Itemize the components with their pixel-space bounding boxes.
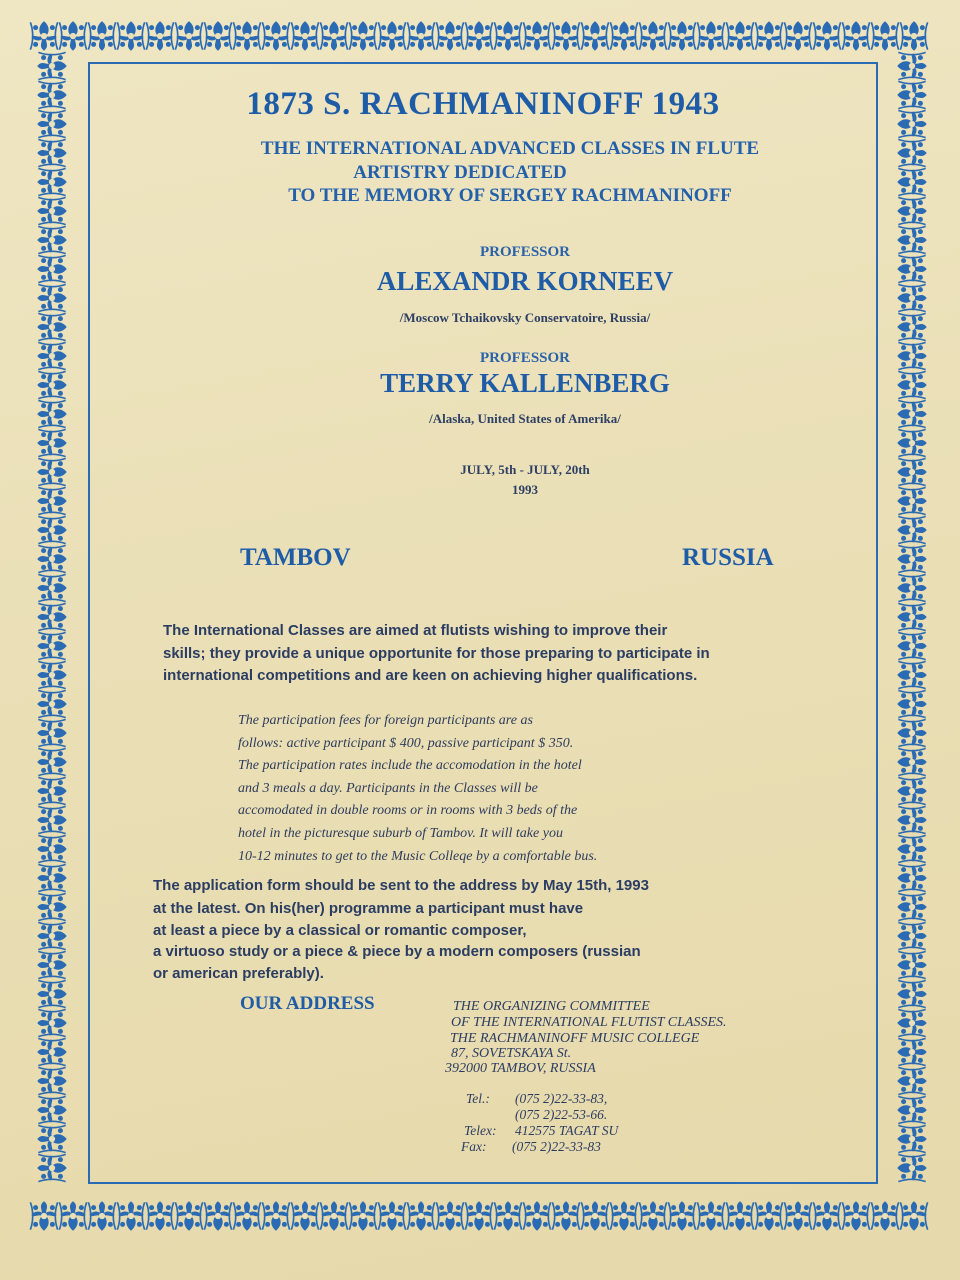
contact-label: Fax: <box>461 1139 487 1154</box>
border-ornament-icon <box>30 21 57 50</box>
border-ornament-icon <box>668 21 695 50</box>
border-ornament-icon <box>639 1201 666 1230</box>
border-ornament-icon <box>610 21 637 50</box>
border-ornament-icon <box>897 81 926 108</box>
border-ornament-icon <box>897 951 926 978</box>
border-ornament-icon <box>552 1201 579 1230</box>
border-ornament-icon <box>175 1201 202 1230</box>
professor-name: TERRY KALLENBERG <box>380 368 670 398</box>
border-ornament-icon <box>897 690 926 717</box>
border-ornament-icon <box>320 1201 347 1230</box>
border-ornament-icon <box>755 1201 782 1230</box>
border-ornament-icon <box>897 574 926 601</box>
event-city: TAMBOV <box>240 544 351 571</box>
border-ornament-icon <box>37 864 66 891</box>
border-ornament-icon <box>233 21 260 50</box>
event-country: RUSSIA <box>682 544 774 571</box>
application-line: at the latest. On his(her) programme a participant must have <box>153 900 584 917</box>
border-ornament-icon <box>37 139 66 166</box>
border-ornament-icon <box>37 661 66 688</box>
border-ornament-icon <box>900 1201 927 1230</box>
border-ornament-icon <box>37 806 66 833</box>
border-ornament-icon <box>291 21 318 50</box>
border-ornament-icon <box>37 487 66 514</box>
professor-label: PROFESSOR <box>479 350 570 366</box>
border-ornament-icon <box>897 197 926 224</box>
border-ornament-icon <box>897 777 926 804</box>
border-ornament-icon <box>37 168 66 195</box>
border-ornament-icon <box>494 21 521 50</box>
border-ornament-icon <box>37 110 66 137</box>
border-ornament-icon <box>897 1125 926 1152</box>
border-ornament-icon <box>897 748 926 775</box>
border-ornament-icon <box>262 1201 289 1230</box>
border-ornament-icon <box>610 1201 637 1230</box>
border-ornament-icon <box>37 400 66 427</box>
professor-name: ALEXANDR KORNEEV <box>376 266 674 296</box>
border-ornament-icon <box>349 1201 376 1230</box>
application-line: or american preferably). <box>153 965 324 982</box>
address-heading: OUR ADDRESS <box>240 993 375 1014</box>
border-ornament-icon <box>842 1201 869 1230</box>
border-ornament-icon <box>897 806 926 833</box>
border-ornament-icon <box>784 1201 811 1230</box>
border-ornament-icon <box>37 603 66 630</box>
intro-line: The International Classes are aimed at flutists wishing to improve their <box>163 622 668 639</box>
border-ornament-icon <box>37 1154 66 1181</box>
border-ornament-icon <box>37 284 66 311</box>
border-ornament-icon <box>37 951 66 978</box>
border-ornament-icon <box>897 52 926 79</box>
fees-line: 10-12 minutes to get to the Music Colleqe by a comfortable bus. <box>238 849 598 864</box>
border-ornament-icon <box>465 1201 492 1230</box>
border-ornament-icon <box>349 21 376 50</box>
border-ornament-icon <box>897 516 926 543</box>
border-ornament-icon <box>897 1154 926 1181</box>
border-ornament-icon <box>897 661 926 688</box>
border-ornament-icon <box>117 1201 144 1230</box>
border-ornament-icon <box>755 21 782 50</box>
professor-affiliation: /Alaska, United States of Amerika/ <box>429 411 621 426</box>
border-ornament-icon <box>146 1201 173 1230</box>
border-ornament-icon <box>726 1201 753 1230</box>
border-ornament-icon <box>639 21 666 50</box>
fees-line: The participation rates include the accomodation in the hotel <box>238 758 582 773</box>
application-line: at least a piece by a classical or romantic composer, <box>153 922 527 939</box>
professor-affiliation: /Moscow Tchaikovsky Conservatoire, Russia/ <box>399 310 651 325</box>
border-ornament-icon <box>37 458 66 485</box>
border-ornament-icon <box>897 1096 926 1123</box>
border-ornament-icon <box>37 516 66 543</box>
border-ornament-icon <box>871 1201 898 1230</box>
border-ornament-icon <box>37 255 66 282</box>
border-ornament-icon <box>897 980 926 1007</box>
border-ornament-icon <box>897 168 926 195</box>
border-ornament-icon <box>897 603 926 630</box>
border-ornament-icon <box>233 1201 260 1230</box>
border-ornament-icon <box>37 313 66 340</box>
border-ornament-icon <box>407 1201 434 1230</box>
border-ornament-icon <box>436 21 463 50</box>
fees-line: and 3 meals a day. Participants in the Classes will be <box>238 781 538 796</box>
border-ornament-icon <box>320 21 347 50</box>
border-ornament-icon <box>37 632 66 659</box>
border-ornament-icon <box>465 21 492 50</box>
border-ornament-icon <box>897 719 926 746</box>
address-line: 87, SOVETSKAYA St. <box>451 1046 572 1061</box>
border-ornament-icon <box>494 1201 521 1230</box>
border-ornament-icon <box>37 893 66 920</box>
border-ornament-icon <box>842 21 869 50</box>
border-ornament-icon <box>291 1201 318 1230</box>
border-ornament-icon <box>37 777 66 804</box>
border-ornament-icon <box>726 21 753 50</box>
contact-label: Tel.: <box>466 1091 490 1106</box>
subtitle-line: ARTISTRY DEDICATED <box>353 162 567 183</box>
subtitle-line: THE INTERNATIONAL ADVANCED CLASSES IN FLUTE <box>260 138 760 159</box>
address-line: 392000 TAMBOV, RUSSIA <box>445 1061 596 1076</box>
fees-line: accomodated in double rooms or in rooms with 3 beds of the <box>238 803 578 818</box>
intro-line: skills; they provide a unique opportunite for those preparing to participate in <box>163 645 710 662</box>
border-ornament-icon <box>37 52 66 79</box>
contact-value: 412575 TAGAT SU <box>515 1123 619 1138</box>
border-ornament-icon <box>59 1201 86 1230</box>
border-ornament-icon <box>897 864 926 891</box>
address-line: THE ORGANIZING COMMITTEE <box>453 999 650 1014</box>
border-ornament-icon <box>37 748 66 775</box>
border-ornament-icon <box>175 21 202 50</box>
border-ornament-icon <box>697 21 724 50</box>
border-ornament-icon <box>897 835 926 862</box>
border-ornament-icon <box>37 342 66 369</box>
address-line: THE RACHMANINOFF MUSIC COLLEGE <box>450 1031 700 1046</box>
event-dates: JULY, 5th - JULY, 20th <box>460 462 590 477</box>
contact-value: (075 2)22-33-83 <box>512 1139 601 1154</box>
border-ornament-icon <box>378 1201 405 1230</box>
border-ornament-icon <box>37 980 66 1007</box>
border-ornament-icon <box>37 1125 66 1152</box>
border-ornament-icon <box>37 226 66 253</box>
border-ornament-icon <box>378 21 405 50</box>
border-ornament-icon <box>697 1201 724 1230</box>
border-ornament-icon <box>37 1096 66 1123</box>
contact-value: (075 2)22-33-83, <box>515 1091 608 1106</box>
border-ornament-icon <box>37 81 66 108</box>
professor-label: PROFESSOR <box>479 244 570 260</box>
border-ornament-icon <box>88 21 115 50</box>
border-ornament-icon <box>897 1038 926 1065</box>
contact-value: (075 2)22-53-66. <box>515 1107 608 1122</box>
border-ornament-icon <box>88 1201 115 1230</box>
application-line: The application form should be sent to the address by May 15th, 1993 <box>153 877 649 894</box>
border-ornament-icon <box>37 371 66 398</box>
border-ornament-icon <box>897 922 926 949</box>
border-ornament-icon <box>37 1067 66 1094</box>
intro-line: international competitions and are keen on achieving higher qualifications. <box>163 667 698 684</box>
border-ornament-icon <box>784 21 811 50</box>
border-ornament-icon <box>523 21 550 50</box>
border-ornament-icon <box>37 197 66 224</box>
border-ornament-icon <box>813 21 840 50</box>
border-ornament-icon <box>204 1201 231 1230</box>
border-ornament-icon <box>897 1009 926 1036</box>
border-ornament-icon <box>407 21 434 50</box>
border-ornament-icon <box>146 21 173 50</box>
border-ornament-icon <box>900 21 927 50</box>
border-ornament-icon <box>581 21 608 50</box>
page-title: 1873 S. RACHMANINOFF 1943 <box>246 86 720 122</box>
border-ornament-icon <box>37 1009 66 1036</box>
border-ornament-icon <box>37 922 66 949</box>
border-ornament-icon <box>897 1067 926 1094</box>
application-line: a virtuoso study or a piece & piece by a modern composers (russian <box>153 943 641 960</box>
border-ornament-icon <box>897 545 926 572</box>
border-ornament-icon <box>897 139 926 166</box>
border-ornament-icon <box>30 1201 57 1230</box>
address-line: OF THE INTERNATIONAL FLUTIST CLASSES. <box>451 1015 727 1030</box>
border-ornament-icon <box>37 545 66 572</box>
border-ornament-icon <box>897 632 926 659</box>
border-ornament-icon <box>813 1201 840 1230</box>
border-ornament-icon <box>897 893 926 920</box>
border-ornament-icon <box>897 110 926 137</box>
border-ornament-icon <box>37 690 66 717</box>
border-ornament-icon <box>37 429 66 456</box>
contact-label: Telex: <box>464 1123 497 1138</box>
border-ornament-icon <box>37 574 66 601</box>
border-ornament-icon <box>204 21 231 50</box>
border-ornament-icon <box>117 21 144 50</box>
border-ornament-icon <box>37 835 66 862</box>
fees-line: hotel in the picturesque suburb of Tambov. It will take you <box>238 826 563 841</box>
subtitle-line: TO THE MEMORY OF SERGEY RACHMANINOFF <box>288 185 732 206</box>
border-ornament-icon <box>436 1201 463 1230</box>
fees-line: The participation fees for foreign participants are as <box>238 713 533 728</box>
border-ornament-icon <box>581 1201 608 1230</box>
border-ornament-icon <box>897 429 926 456</box>
border-ornament-icon <box>37 719 66 746</box>
border-ornament-icon <box>552 21 579 50</box>
fees-line: follows: active participant $ 400, passive participant $ 350. <box>238 736 574 751</box>
event-year: 1993 <box>512 482 538 497</box>
border-ornament-icon <box>59 21 86 50</box>
border-ornament-icon <box>262 21 289 50</box>
border-ornament-icon <box>523 1201 550 1230</box>
border-ornament-icon <box>37 1038 66 1065</box>
border-ornament-icon <box>668 1201 695 1230</box>
border-ornament-icon <box>871 21 898 50</box>
